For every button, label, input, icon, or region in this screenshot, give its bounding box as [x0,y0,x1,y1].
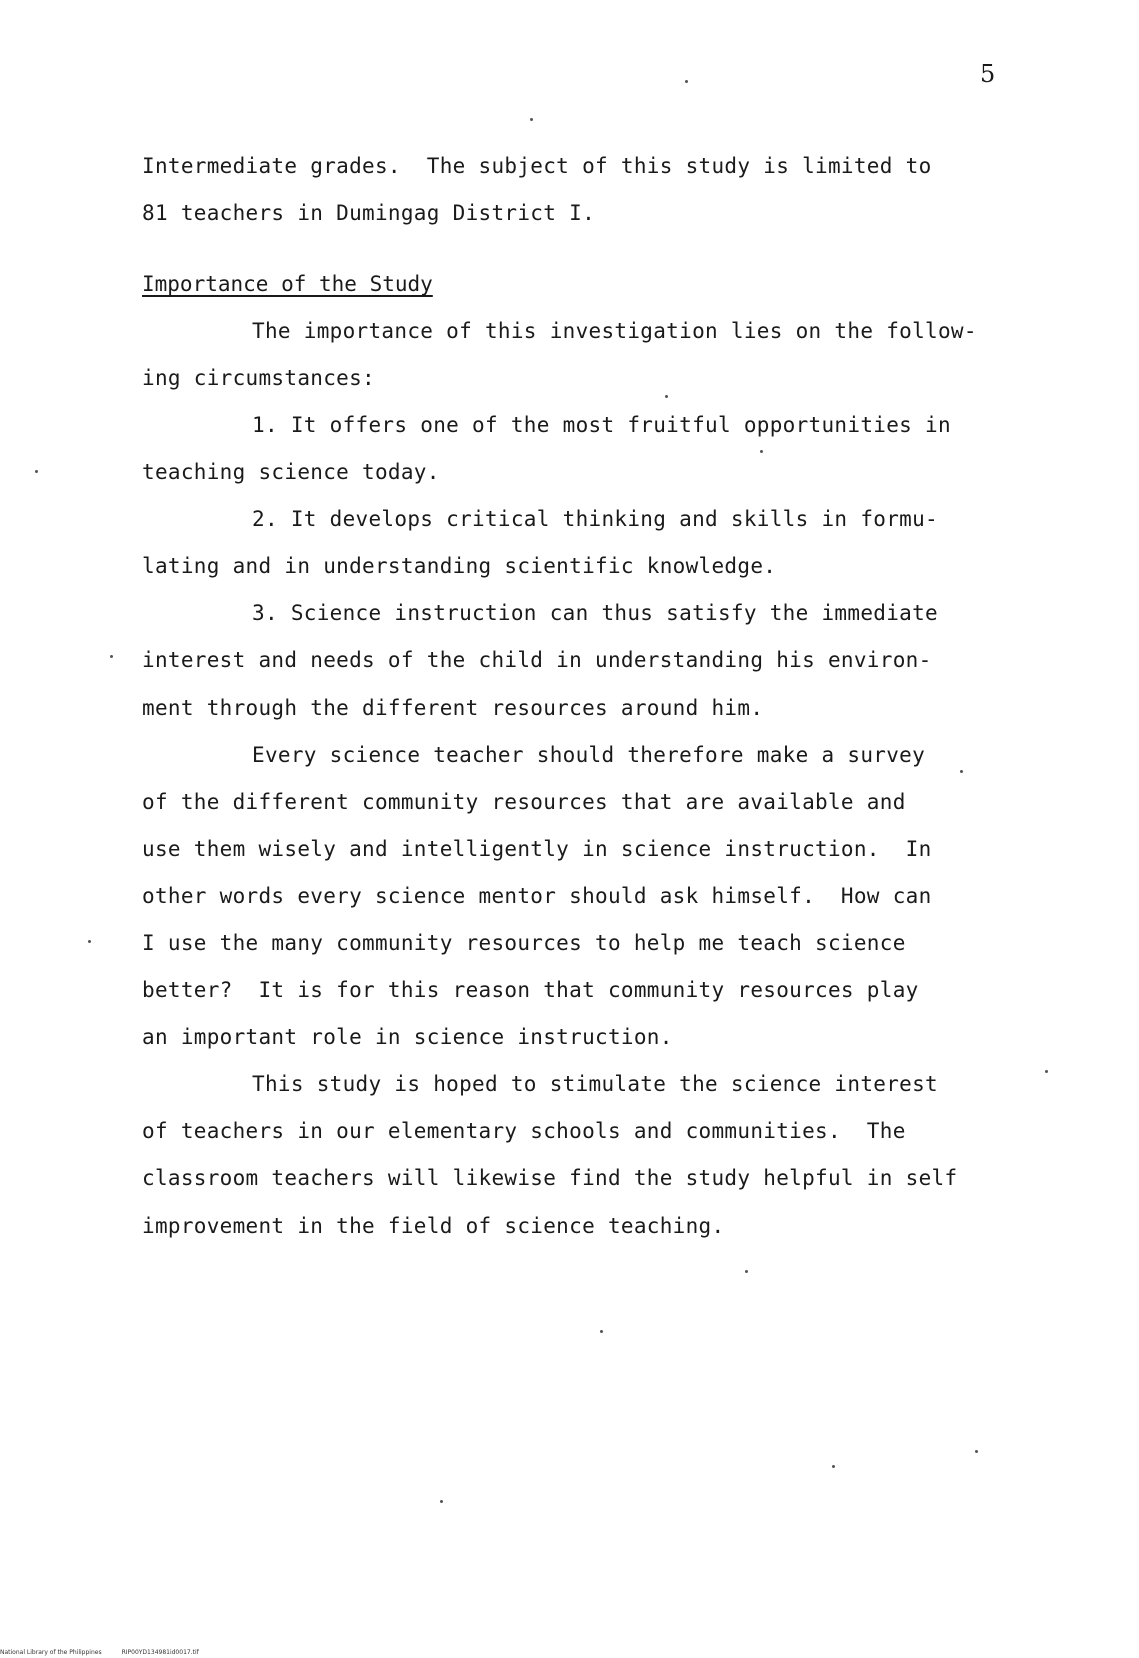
scan-speck [440,1500,443,1503]
footer-library: National Library of the Philippines [0,1649,102,1656]
list-item-line: 2. It develops critical thinking and skills in formu- [252,507,938,531]
body-line: 81 teachers in Dumingag District I. [142,201,596,225]
scan-footer [0,1649,199,1656]
body-line: improvement in the field of science teaching. [142,1214,725,1238]
list-item-line: 1. It offers one of the most fruitful opportunities in [252,413,951,437]
body-line: classroom teachers will likewise find the study helpful in self [142,1166,958,1190]
section-heading: Importance of the Study [142,272,433,296]
body-line: of the different community resources that are available and [142,790,906,814]
body-line: ing circumstances: [142,366,375,390]
list-item-line: ment through the different resources around him. [142,696,764,720]
scan-speck [665,395,668,398]
body-line: an important role in science instruction. [142,1025,673,1049]
footer-file: RIP00YD134981id0017.tif [121,1649,199,1656]
scan-speck [1045,1070,1048,1073]
list-item-line: interest and needs of the child in understanding his environ- [142,648,932,672]
body-line: other words every science mentor should ask himself. How can [142,884,932,908]
body-line: The importance of this investigation lies on the follow- [252,319,977,343]
list-item-line: 3. Science instruction can thus satisfy the immediate [252,601,938,625]
scan-speck [600,1330,603,1333]
scan-speck [110,655,113,658]
body-line: Every science teacher should therefore make a survey [252,743,926,767]
scan-speck [960,770,963,773]
scan-speck [35,470,38,473]
body-line: of teachers in our elementary schools and communities. The [142,1119,906,1143]
scan-speck [530,118,533,121]
body-line: This study is hoped to stimulate the science interest [252,1072,938,1096]
scan-speck [745,1270,748,1273]
page-number: 5 [980,60,996,88]
list-item-line: teaching science today. [142,460,440,484]
scan-speck [760,450,763,453]
scan-speck [685,80,688,83]
body-line: Intermediate grades. The subject of this study is limited to [142,154,932,178]
body-line: better? It is for this reason that community resources play [142,978,919,1002]
body-line: use them wisely and intelligently in science instruction. In [142,837,932,861]
body-line: I use the many community resources to help me teach science [142,931,906,955]
scan-speck [88,940,91,943]
scan-speck [975,1450,978,1453]
scan-speck [832,1465,835,1468]
list-item-line: lating and in understanding scientific knowledge. [142,554,777,578]
